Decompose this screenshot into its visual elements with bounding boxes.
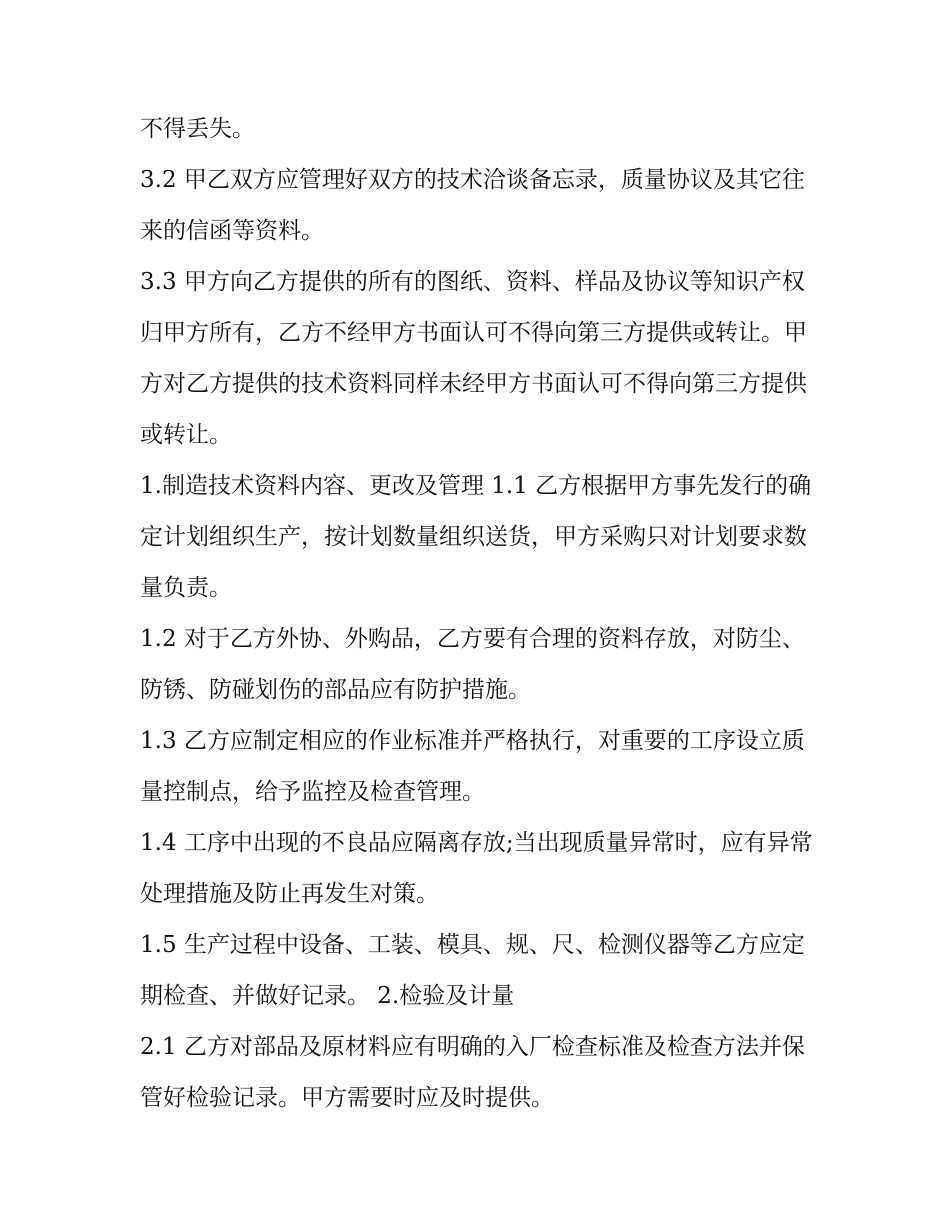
paragraph-3-3: 3.3 甲方向乙方提供的所有的图纸、资料、样品及协议等知识产权归甲方所有，乙方不经甲方书面认可不得向第三方提供或转让。甲方对乙方提供的技术资料同样未经甲方书面认可不得向第三方提供或转让。 bbox=[140, 269, 807, 448]
paragraph-1-5: 1.5 生产过程中设备、工装、模具、规、尺、检测仪器等乙方应定期检查、并做好记录。 2.检验及计量 bbox=[140, 932, 805, 1009]
paragraph-1-3: 1.3 乙方应制定相应的作业标准并严格执行，对重要的工序设立质量控制点，给予监控及检查管理。 bbox=[140, 728, 805, 805]
paragraph-1-2: 1.2 对于乙方外协、外购品，乙方要有合理的资料存放，对防尘、防锈、防碰划伤的部品应有防护措施。 bbox=[140, 626, 805, 703]
paragraph-2-1: 2.1 乙方对部品及原材料应有明确的入厂检查标准及检查方法并保管好检验记录。甲方需要时应及时提供。 bbox=[140, 1034, 805, 1111]
paragraph-1-4: 1.4 工序中出现的不良品应隔离存放;当出现质量异常时，应有异常处理措施及防止再发生对策。 bbox=[140, 830, 813, 907]
document-body bbox=[140, 104, 820, 1124]
paragraph-3-2: 3.2 甲乙双方应管理好双方的技术洽谈备忘录，质量协议及其它往来的信函等资料。 bbox=[140, 167, 805, 244]
paragraph-continuation: 不得丢失。 bbox=[140, 116, 255, 142]
paragraph-1-1: 1.制造技术资料内容、更改及管理 1.1 乙方根据甲方事先发行的确定计划组织生产，按计划数量组织送货，甲方采购只对计划要求数量负责。 bbox=[140, 473, 812, 601]
